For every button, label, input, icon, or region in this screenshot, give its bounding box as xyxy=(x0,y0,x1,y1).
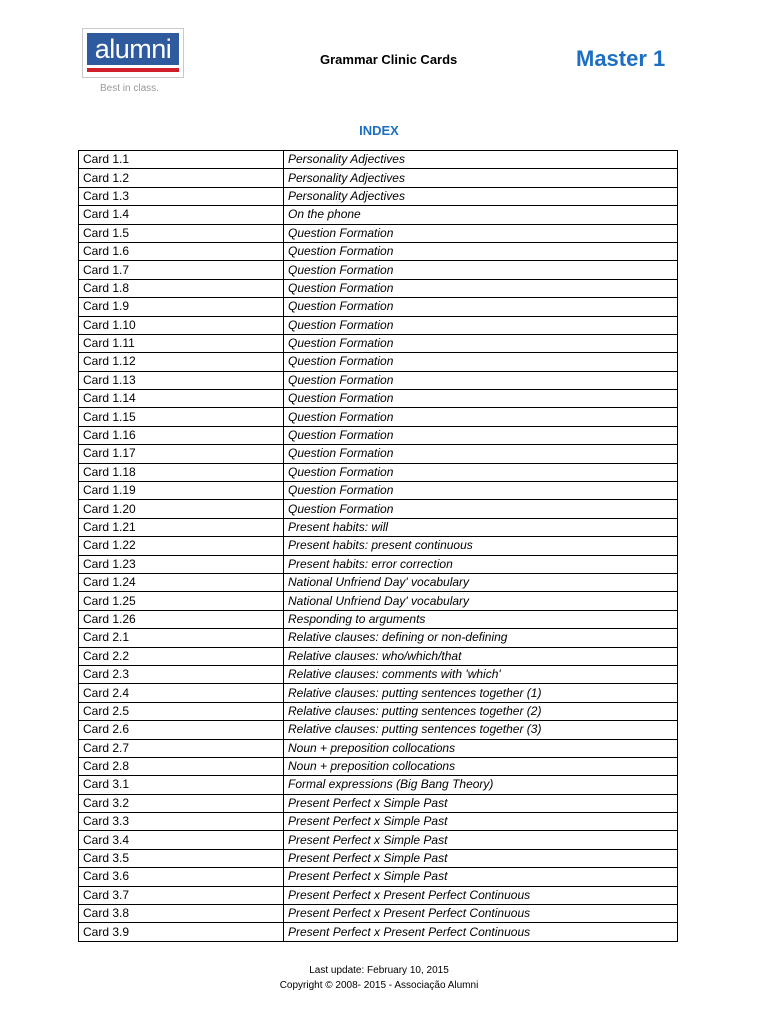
card-number-cell: Card 3.5 xyxy=(79,849,284,867)
table-row xyxy=(79,500,678,518)
card-number-cell: Card 1.6 xyxy=(79,242,284,260)
table-row xyxy=(79,518,678,536)
table-row xyxy=(79,261,678,279)
card-number-cell: Card 3.8 xyxy=(79,905,284,923)
card-number-cell: Card 1.18 xyxy=(79,463,284,481)
card-topic-cell: Question Formation xyxy=(284,463,678,481)
card-number-cell: Card 3.4 xyxy=(79,831,284,849)
card-topic-cell: Question Formation xyxy=(284,224,678,242)
table-row xyxy=(79,298,678,316)
card-number-cell: Card 1.21 xyxy=(79,518,284,536)
card-topic-cell: Personality Adjectives xyxy=(284,169,678,187)
card-number-cell: Card 3.6 xyxy=(79,868,284,886)
table-row xyxy=(79,923,678,941)
card-topic-cell: Question Formation xyxy=(284,298,678,316)
table-row xyxy=(79,242,678,260)
card-number-cell: Card 2.2 xyxy=(79,647,284,665)
card-topic-cell: Present habits: will xyxy=(284,518,678,536)
table-row xyxy=(79,426,678,444)
card-topic-cell: Relative clauses: who/which/that xyxy=(284,647,678,665)
card-number-cell: Card 3.3 xyxy=(79,813,284,831)
card-topic-cell: On the phone xyxy=(284,206,678,224)
card-number-cell: Card 1.26 xyxy=(79,610,284,628)
card-number-cell: Card 1.17 xyxy=(79,445,284,463)
table-row xyxy=(79,849,678,867)
card-number-cell: Card 1.16 xyxy=(79,426,284,444)
card-number-cell: Card 3.2 xyxy=(79,794,284,812)
card-number-cell: Card 3.7 xyxy=(79,886,284,904)
table-row xyxy=(79,169,678,187)
card-topic-cell: Question Formation xyxy=(284,371,678,389)
table-row xyxy=(79,702,678,720)
card-number-cell: Card 1.1 xyxy=(79,151,284,169)
card-topic-cell: Responding to arguments xyxy=(284,610,678,628)
table-row xyxy=(79,629,678,647)
table-row xyxy=(79,665,678,683)
card-topic-cell: Present Perfect x Simple Past xyxy=(284,794,678,812)
card-number-cell: Card 3.9 xyxy=(79,923,284,941)
card-number-cell: Card 2.4 xyxy=(79,684,284,702)
card-number-cell: Card 1.25 xyxy=(79,592,284,610)
card-topic-cell: Question Formation xyxy=(284,279,678,297)
card-topic-cell: Question Formation xyxy=(284,390,678,408)
card-topic-cell: Relative clauses: comments with 'which' xyxy=(284,665,678,683)
table-row xyxy=(79,555,678,573)
card-number-cell: Card 2.8 xyxy=(79,757,284,775)
card-number-cell: Card 2.1 xyxy=(79,629,284,647)
card-number-cell: Card 1.15 xyxy=(79,408,284,426)
card-topic-cell: Relative clauses: putting sentences together (1) xyxy=(284,684,678,702)
card-number-cell: Card 2.3 xyxy=(79,665,284,683)
card-number-cell: Card 1.24 xyxy=(79,573,284,591)
card-number-cell: Card 1.7 xyxy=(79,261,284,279)
card-topic-cell: Question Formation xyxy=(284,408,678,426)
table-row xyxy=(79,334,678,352)
card-number-cell: Card 1.3 xyxy=(79,187,284,205)
table-row xyxy=(79,647,678,665)
tagline: Best in class. xyxy=(100,83,159,94)
index-table xyxy=(78,150,678,942)
card-topic-cell: Relative clauses: defining or non-defining xyxy=(284,629,678,647)
table-row xyxy=(79,390,678,408)
table-row xyxy=(79,445,678,463)
document-title: Grammar Clinic Cards xyxy=(320,52,458,67)
copyright: Copyright © 2008- 2015 - Associação Alumni xyxy=(279,980,479,991)
table-row xyxy=(79,905,678,923)
card-topic-cell: Question Formation xyxy=(284,426,678,444)
table-row xyxy=(79,279,678,297)
card-number-cell: Card 1.4 xyxy=(79,206,284,224)
index-heading: INDEX xyxy=(359,123,399,138)
table-row xyxy=(79,831,678,849)
table-row xyxy=(79,371,678,389)
card-topic-cell: Relative clauses: putting sentences together (2) xyxy=(284,702,678,720)
card-topic-cell: Question Formation xyxy=(284,353,678,371)
card-number-cell: Card 1.20 xyxy=(79,500,284,518)
table-row xyxy=(79,408,678,426)
card-number-cell: Card 1.14 xyxy=(79,390,284,408)
card-topic-cell: Present Perfect x Present Perfect Continuous xyxy=(284,886,678,904)
table-row xyxy=(79,224,678,242)
card-number-cell: Card 1.9 xyxy=(79,298,284,316)
card-topic-cell: Noun + preposition collocations xyxy=(284,739,678,757)
table-row xyxy=(79,886,678,904)
card-number-cell: Card 2.7 xyxy=(79,739,284,757)
table-row xyxy=(79,206,678,224)
card-number-cell: Card 2.5 xyxy=(79,702,284,720)
card-topic-cell: Present Perfect x Present Perfect Continuous xyxy=(284,905,678,923)
table-row xyxy=(79,482,678,500)
card-number-cell: Card 1.8 xyxy=(79,279,284,297)
card-topic-cell: Question Formation xyxy=(284,482,678,500)
card-number-cell: Card 1.12 xyxy=(79,353,284,371)
card-topic-cell: Personality Adjectives xyxy=(284,151,678,169)
card-topic-cell: Personality Adjectives xyxy=(284,187,678,205)
card-number-cell: Card 1.2 xyxy=(79,169,284,187)
table-row xyxy=(79,463,678,481)
card-number-cell: Card 1.19 xyxy=(79,482,284,500)
table-row xyxy=(79,353,678,371)
card-topic-cell: Present Perfect x Simple Past xyxy=(284,868,678,886)
table-row xyxy=(79,739,678,757)
logo-background xyxy=(87,33,179,65)
card-topic-cell: Formal expressions (Big Bang Theory) xyxy=(284,776,678,794)
card-topic-cell: Question Formation xyxy=(284,500,678,518)
card-topic-cell: Relative clauses: putting sentences together (3) xyxy=(284,721,678,739)
table-row xyxy=(79,573,678,591)
table-row xyxy=(79,537,678,555)
card-topic-cell: Present habits: present continuous xyxy=(284,537,678,555)
card-number-cell: Card 1.13 xyxy=(79,371,284,389)
card-topic-cell: Question Formation xyxy=(284,242,678,260)
table-row xyxy=(79,721,678,739)
card-number-cell: Card 1.10 xyxy=(79,316,284,334)
table-row xyxy=(79,813,678,831)
table-row xyxy=(79,316,678,334)
logo-text: alumni xyxy=(94,34,172,64)
level-title: Master 1 xyxy=(576,46,666,71)
card-topic-cell: Present Perfect x Present Perfect Continuous xyxy=(284,923,678,941)
table-row xyxy=(79,610,678,628)
logo-underline xyxy=(87,68,179,72)
alumni-logo xyxy=(82,28,184,78)
card-topic-cell: Present habits: error correction xyxy=(284,555,678,573)
card-topic-cell: National Unfriend Day' vocabulary xyxy=(284,573,678,591)
card-number-cell: Card 1.23 xyxy=(79,555,284,573)
table-row xyxy=(79,151,678,169)
card-number-cell: Card 1.5 xyxy=(79,224,284,242)
table-row xyxy=(79,757,678,775)
table-row xyxy=(79,868,678,886)
card-number-cell: Card 1.11 xyxy=(79,334,284,352)
card-topic-cell: Question Formation xyxy=(284,261,678,279)
table-row xyxy=(79,187,678,205)
card-number-cell: Card 3.1 xyxy=(79,776,284,794)
card-topic-cell: Question Formation xyxy=(284,445,678,463)
table-row xyxy=(79,794,678,812)
card-topic-cell: Present Perfect x Simple Past xyxy=(284,813,678,831)
card-topic-cell: Present Perfect x Simple Past xyxy=(284,831,678,849)
card-topic-cell: Noun + preposition collocations xyxy=(284,757,678,775)
card-number-cell: Card 1.22 xyxy=(79,537,284,555)
card-number-cell: Card 2.6 xyxy=(79,721,284,739)
card-topic-cell: Question Formation xyxy=(284,334,678,352)
card-topic-cell: Question Formation xyxy=(284,316,678,334)
index-table-body xyxy=(79,151,678,942)
card-topic-cell: National Unfriend Day' vocabulary xyxy=(284,592,678,610)
table-row xyxy=(79,684,678,702)
table-row xyxy=(79,592,678,610)
last-update: Last update: February 10, 2015 xyxy=(309,965,449,976)
card-topic-cell: Present Perfect x Simple Past xyxy=(284,849,678,867)
table-row xyxy=(79,776,678,794)
